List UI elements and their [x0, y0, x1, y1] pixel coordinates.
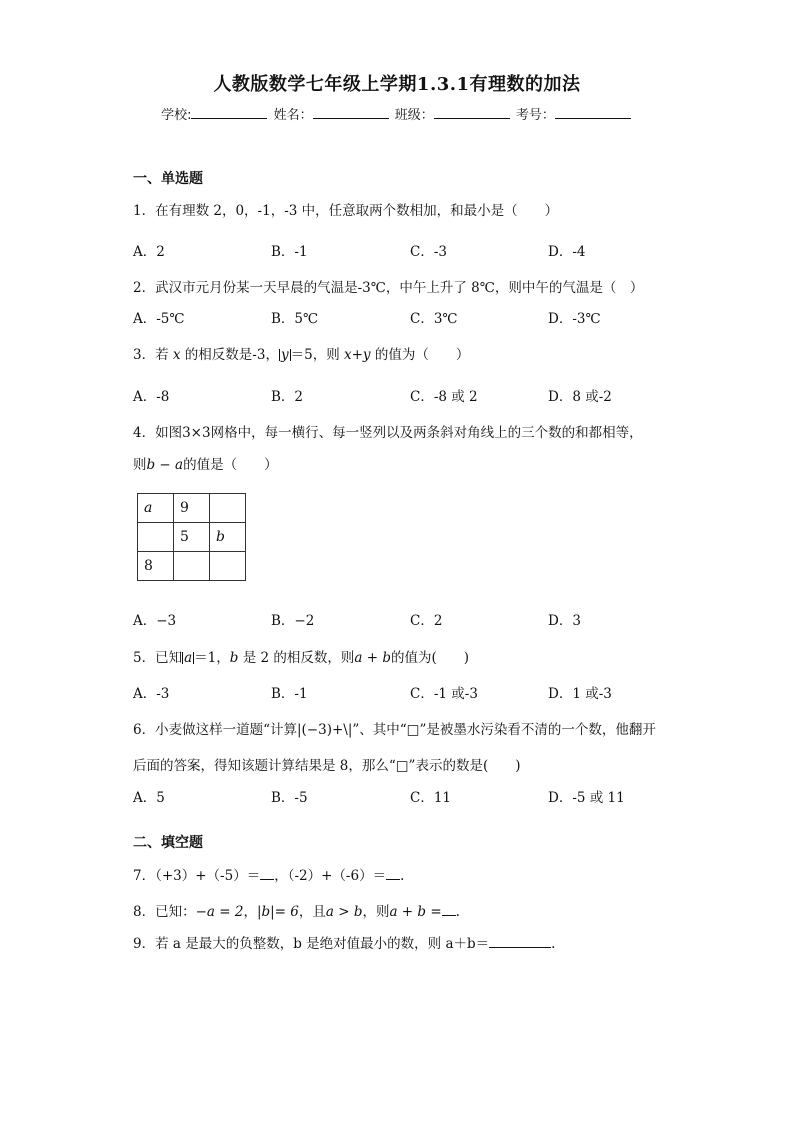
- option-c[interactable]: C．3℃: [410, 311, 458, 327]
- option-b[interactable]: B．5℃: [271, 311, 319, 327]
- grid-cell: 9: [174, 494, 210, 523]
- option-d[interactable]: D．-3℃: [548, 311, 601, 327]
- option-b[interactable]: B．−2: [271, 613, 315, 629]
- q9-text: 9．若 a 是最大的负整数，b 是绝对值最小的数，则 a＋b＝: [133, 936, 490, 952]
- q3-text: 3．若: [133, 347, 173, 363]
- name-label: 姓名：: [273, 108, 313, 123]
- q3-text: 的值为（ ）: [370, 347, 470, 363]
- option-d[interactable]: D．-4: [548, 244, 586, 260]
- q4-expr-b-minus-a: b − a: [146, 457, 184, 473]
- grid-cell: [210, 552, 246, 581]
- grid-cell: b: [210, 523, 246, 552]
- option-d[interactable]: D．-5 或 11: [548, 790, 625, 806]
- q4-text: 则: [133, 457, 147, 473]
- answer-blank[interactable]: [489, 936, 551, 948]
- option-a[interactable]: A．−3: [133, 613, 177, 629]
- q4-text: 的值是（ ）: [183, 457, 278, 473]
- grid-cell: 8: [138, 552, 174, 581]
- question-4-line-1: 4．如图3×3网格中，每一横行、每一竖列以及两条斜对角线上的三个数的和都相等，: [133, 425, 643, 441]
- option-b[interactable]: B．-1: [271, 686, 308, 702]
- grid-row: [138, 523, 246, 552]
- grid-cell: [138, 523, 174, 552]
- option-b[interactable]: B．-5: [271, 790, 308, 806]
- magic-square-grid: [137, 493, 246, 581]
- exam-no-blank[interactable]: [555, 106, 631, 119]
- question-4-line-2: [133, 453, 278, 473]
- q5-abs-a: a: [184, 650, 193, 666]
- q5-text: 5．已知: [133, 650, 183, 666]
- q8-text: ，则: [362, 904, 390, 920]
- answer-blank[interactable]: [442, 904, 456, 916]
- q9-text: .: [551, 936, 556, 952]
- question-8-stem: [133, 900, 460, 920]
- q8-expr: −a = 2: [195, 904, 244, 920]
- q3-abs-y: y: [280, 347, 289, 363]
- question-3-stem: [133, 343, 469, 363]
- question-6-line-1: 6．小麦做这样一道题“计算|(−3)+\|”、其中“□”是被墨水污染看不清的一个数，他翻开: [133, 722, 656, 738]
- exam-no-label: 考号：: [515, 108, 555, 123]
- school-label: 学校:: [161, 108, 192, 123]
- option-d[interactable]: D．8 或-2: [548, 389, 612, 405]
- q3-var-x: x: [172, 347, 181, 363]
- q3-text: ＝5，则: [290, 347, 344, 363]
- q5-var-b: b: [229, 650, 239, 666]
- option-a[interactable]: A．2: [133, 244, 165, 260]
- answer-blank[interactable]: [386, 868, 400, 880]
- option-d[interactable]: D．3: [548, 613, 581, 629]
- question-9-stem: [133, 932, 555, 952]
- grid-row: [138, 494, 246, 523]
- student-info-line: [0, 104, 794, 123]
- option-b[interactable]: B．-1: [271, 244, 308, 260]
- section-fill-blank: 二、填空题: [133, 835, 203, 851]
- q8-expr: a > b: [325, 904, 363, 920]
- grid-row: [138, 552, 246, 581]
- option-c[interactable]: C．-3: [410, 244, 447, 260]
- question-6-line-2: 后面的答案，得知该题计算结果是 8，那么“□”表示的数是( ): [133, 758, 521, 774]
- option-c[interactable]: C．2: [410, 613, 443, 629]
- q8-text: ，: [243, 904, 257, 920]
- q3-expr-xy: x+y: [344, 347, 371, 363]
- q3-text: 的相反数是-3，: [180, 347, 279, 363]
- option-a[interactable]: A．5: [133, 790, 165, 806]
- option-a[interactable]: A．-5℃: [133, 311, 185, 327]
- name-blank[interactable]: [313, 106, 389, 119]
- grid-cell: 5: [174, 523, 210, 552]
- q8-text: 8．已知：: [133, 904, 196, 920]
- q7-text: .: [400, 868, 405, 884]
- q5-text: 是 2 的相反数，则: [238, 650, 355, 666]
- q8-expr: a + b =: [389, 904, 442, 920]
- option-a[interactable]: A．-3: [133, 686, 170, 702]
- question-7-stem: [133, 864, 404, 884]
- q5-expr-a-plus-b: a + b: [354, 650, 391, 666]
- option-c[interactable]: C．11: [410, 790, 452, 806]
- q7-text: ，（-2）+（-6）＝: [274, 868, 387, 884]
- question-2-stem: 2．武汉市元月份某一天早晨的气温是-3℃，中午上升了 8℃，则中午的气温是（ ）: [133, 280, 644, 296]
- q8-text: ，且: [298, 904, 326, 920]
- q7-text: 7．（+3）+（-5）＝: [133, 868, 261, 884]
- class-blank[interactable]: [434, 106, 510, 119]
- option-d[interactable]: D．1 或-3: [548, 686, 612, 702]
- question-1-stem: 1．在有理数 2，0，-1，-3 中，任意取两个数相加，和最小是（ ）: [133, 203, 559, 219]
- grid-cell: [210, 494, 246, 523]
- option-c[interactable]: C．-1 或-3: [410, 686, 478, 702]
- answer-blank[interactable]: [260, 868, 274, 880]
- q8-text: .: [455, 904, 460, 920]
- option-b[interactable]: B．2: [271, 389, 304, 405]
- grid-cell: [174, 552, 210, 581]
- grid-cell: a: [138, 494, 174, 523]
- page-title: 人教版数学七年级上学期1.3.1有理数的加法: [213, 74, 581, 95]
- q5-text: 的值为( ): [390, 650, 470, 666]
- school-blank[interactable]: [191, 106, 267, 119]
- question-5-stem: [133, 646, 469, 666]
- section-single-choice: 一、单选题: [133, 171, 203, 187]
- q8-expr: |b|= 6: [256, 904, 299, 920]
- option-c[interactable]: C．-8 或 2: [410, 389, 478, 405]
- option-a[interactable]: A．-8: [133, 389, 170, 405]
- q5-text: ＝1，: [194, 650, 230, 666]
- class-label: 班级：: [394, 108, 434, 123]
